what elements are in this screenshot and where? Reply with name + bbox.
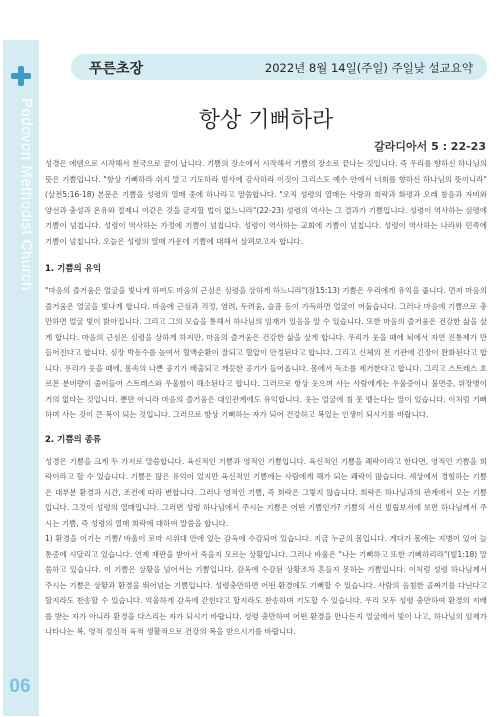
cross-icon [11,66,31,86]
section-heading: 1. 기쁨의 유익 [45,264,102,274]
section-paragraph: 1) 환경을 이기는 기쁨/ 바울이 로마 시위대 안에 있는 감옥에 수감되어 있습니다. 지금 누군의 몸입니다. 게다가 몸에는 지병이 있어 늘 통증에 시달리고 있습니다. 언제 재판을 받아서 죽을지 모르는 상황입니다. 그러나 바울은 "나는 기뻐하고 또한 기뻐하리라"(빌1:18) 말씀하고 있습니다. 이 기쁨은 상황을 넘어서는 기쁨입니다. 감옥에 수감된 상황조차 흔들지 못하는 기쁨입니다. 이처럼 성령 하나님께서 주시는 기쁨은 상황과 환경을 뛰어넘는 기쁨입니다. 성령충만하면 어떤 환경에도 기뻐할 수 있습니다. 사람의 음침한 골짜기를 다닌다고 할지라도 찬송할 수 있습니다. 억울하게 감옥에 갇힌다고 할지라도 찬송하며 기도할 수 있습니다. 우리 모두 성령 충만하여 환경의 지배를 받는 자가 아니라 환경을 다스리는 자가 되시기 바랍니다. 성령 충만하여 어떤 환경을 만나든지 얼굴에서 빛이 나고, 하나님의 임재가 나타나는 복, 영적 정신적 육적 생활적으로 건강의 복을 받으시기를 바랍니다. [45,534,488,636]
church-name: Podovon Methodist Church [18,98,35,291]
section-paragraph: 성경은 기쁨을 크게 두 가지로 말씀합니다. 육신적인 기쁨과 영적인 기쁨입니다. 육신적인 기쁨을 쾌락이라고 한다면, 영적인 기쁨을 희락이라고 할 수 있습니다. 기쁨은 많은 유익이 있지만 육신적인 기쁨에는 사람에게 해가 되는 쾌락이 많습니다. 세상에서 경험하는 기쁨은 대부분 환경과 시간, 조건에 따라 변합니다. 그러나 영적인 기쁨, 즉 희락은 그렇지 않습니다. 희락은 하나님과의 관계에서 오는 기쁨입니다. 그것이 성령의 열매입니다. 그러면 성령 하나님에서 주시는 기쁨은 어떤 기쁨인가? 기쁨의 서신 빌립보서에 보면 하나님께서 주시는 기쁨, 즉 성령의 열매 희락에 대하여 말씀을 합니다. [45,456,487,528]
section-tag: 푸른초장 [89,61,144,77]
section-heading: 2. 기쁨의 종류 [45,434,102,445]
sidebar [3,40,39,716]
sermon-title: 항상 기뻐하라 [198,108,334,133]
sermon-date: 2022년 8월 14일(주일) 주일낮 설교요약 [264,61,473,75]
header-bar [71,54,487,80]
page-number: 06 [9,676,31,697]
scripture-reference: 갈라디아서 5 : 22-23 [374,140,486,153]
intro-paragraph: 성경은 에덴으로 시작해서 천국으로 끝이 납니다. 기쁨의 장소에서 시작해서 기쁨의 장소로 끝나는 것입니다. 즉 우리를 향하신 하나님의 뜻은 기쁨입니다. "항상 기뻐하라 쉬지 말고 기도하라 범사에 감사하라 이것이 그리스도 예수 안에서 너희를 향하신 하나님의 뜻이니라"(살전5:16-18) 본문은 기쁨을 성령의 열매 중에 하나라고 말씀합니다. "오직 성령의 열매는 사랑과 희락과 화평과 오래 참음과 자비와 양선과 충성과 온유와 절제니 이같은 것을 금지할 법이 없느니라"(22-23) 성령의 역사는 그 결과가 기쁨입니다. 성령이 역사하는 심령에 기쁨이 넘칩니다. 성령이 역사하는 가정에 기쁨이 넘칩니다. 성령이 역사하는 교회에 기쁨이 넘칩니다. 성령이 역사하는 나라와 민족에 기쁨이 넘칩니다. 오늘은 성령의 열매 가운데 기쁨에 대해서 살펴보고자 합니다. [45,159,487,246]
sermon-body [45,156,487,640]
section-paragraph: "마음의 즐거움은 얼굴을 빛나게 하여도 마음의 근심은 심령을 상하게 하느니라"(잠15:13) 기쁨은 우리에게 유익을 줍니다. 먼저 마음의 즐거움은 얼굴을 빛나게 합니다. 마음에 근심과 걱정, 염려, 두려움, 슬픔 등이 가득하면 얼굴이 어둡습니다. 그러나 마음에 기쁨으로 충만하면 얼굴 빛이 밝아집니다. 그리고 그의 모습을 통해서 하나님의 임재가 있음을 알 수 있습니다. 또한 마음의 즐거움은 건강한 삶을 살게 합니다. 마음의 근심은 심령을 상하게 하지만, 마음의 즐거움은 건강한 삶을 살게 합니다. 우리가 웃을 때에 뇌에서 자연 진통제가 만들어진다고 합니다. 심장 박동수를 높여서 혈액순환이 잘되고 혈압이 안정된다고 합니다. 그리고 신체의 전 기관에 긴장이 완화된다고 합니다. 우리가 웃을 때에, 몸속의 나쁜 공기가 배출되고 깨끗한 공기가 들어옵니다. 몸에서 독소를 제거한다고 합니다. 그리고 스트레스 호르몬 분비량이 줄어들어 스트레스와 우울함이 해소된다고 합니다. 그러므로 항상 웃으며 사는 사람에게는 우울증이나 불면증, 위장병이 거의 없다는 것입니다. 뿐만 아니라 마음의 즐거움은 대인관계에도 유익합니다. 웃는 얼굴에 침 못 뱉는다는 말이 있습니다. 이처럼 기뻐하며 사는 것이 큰 복이 되는 것입니다. 그러므로 항상 기뻐하는 자가 되어 건강하고 복있는 인생이 되시기를 바랍니다. [45,286,488,419]
